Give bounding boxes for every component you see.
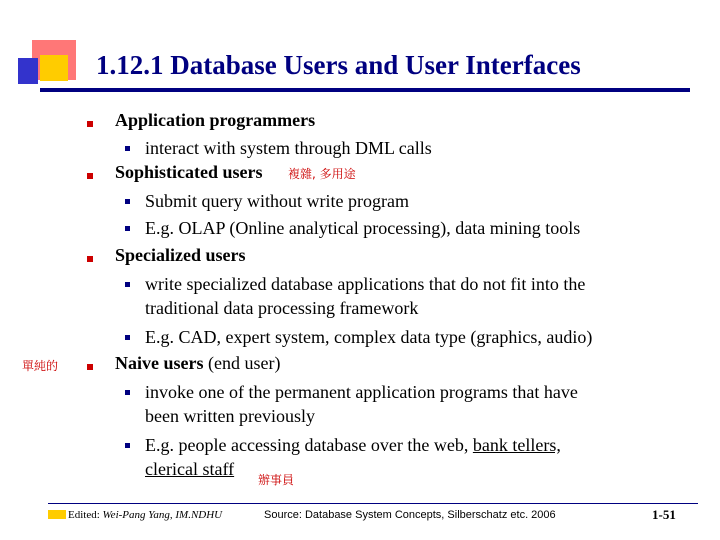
annotation-clerk: 辦事員 <box>258 473 295 487</box>
sub-item-continued: traditional data processing framework <box>145 298 419 318</box>
side-annotation-naive: 單純的 <box>22 359 59 373</box>
sub-item: write specialized database applications that do not fit into the <box>145 274 586 294</box>
sub-item-continued: been written previously <box>145 406 315 426</box>
sub-item-web <box>145 434 561 456</box>
footer-square <box>48 510 66 519</box>
sub-bullet-marker <box>125 199 130 204</box>
item-naive-users <box>115 353 280 374</box>
footer-editor <box>68 509 222 521</box>
footer-divider <box>48 503 698 504</box>
slide-title: 1.12.1 Database Users and User Interfaces <box>96 50 581 80</box>
sub-item-web-text: E.g. people accessing database over the web, <box>145 435 473 455</box>
sub-bullet-marker <box>125 443 130 448</box>
footer-source: Source: Database System Concepts, Silberschatz etc. 2006 <box>264 509 556 521</box>
item-sophisticated-users: Sophisticated users <box>115 162 263 182</box>
item-naive-users-label: Naive users <box>115 353 204 373</box>
bank-tellers-text: bank tellers, <box>472 435 561 455</box>
item-naive-users-suffix: (end user) <box>203 353 281 373</box>
sub-bullet-marker <box>125 282 130 287</box>
bullet-marker <box>87 121 93 127</box>
bullet-marker <box>87 364 93 370</box>
sub-bullet-marker <box>125 390 130 395</box>
sub-bullet-marker <box>125 226 130 231</box>
deco-square-blue <box>18 58 38 84</box>
sub-bullet-marker <box>125 146 130 151</box>
item-application-programmers: Application programmers <box>115 110 316 130</box>
bullet-marker <box>87 173 93 179</box>
annotation-complex: 複雜, 多用途 <box>288 167 356 181</box>
sub-item: invoke one of the permanent application programs that have <box>145 382 578 402</box>
item-specialized-users: Specialized users <box>115 245 246 265</box>
footer-editor-label: Edited: <box>68 509 103 521</box>
bullet-marker <box>87 256 93 262</box>
clerical-staff-text: clerical staff <box>145 459 235 479</box>
sub-bullet-marker <box>125 335 130 340</box>
page-number: 1-51 <box>652 507 676 522</box>
sub-item: interact with system through DML calls <box>145 138 432 158</box>
sub-item: Submit query without write program <box>145 191 409 211</box>
sub-item: E.g. OLAP (Online analytical processing), data mining tools <box>145 218 581 238</box>
deco-square-yellow <box>40 55 68 81</box>
footer-editor-name: Wei-Pang Yang, IM.NDHU <box>102 509 223 521</box>
title-divider <box>40 88 690 92</box>
sub-item: E.g. CAD, expert system, complex data type (graphics, audio) <box>145 327 593 347</box>
